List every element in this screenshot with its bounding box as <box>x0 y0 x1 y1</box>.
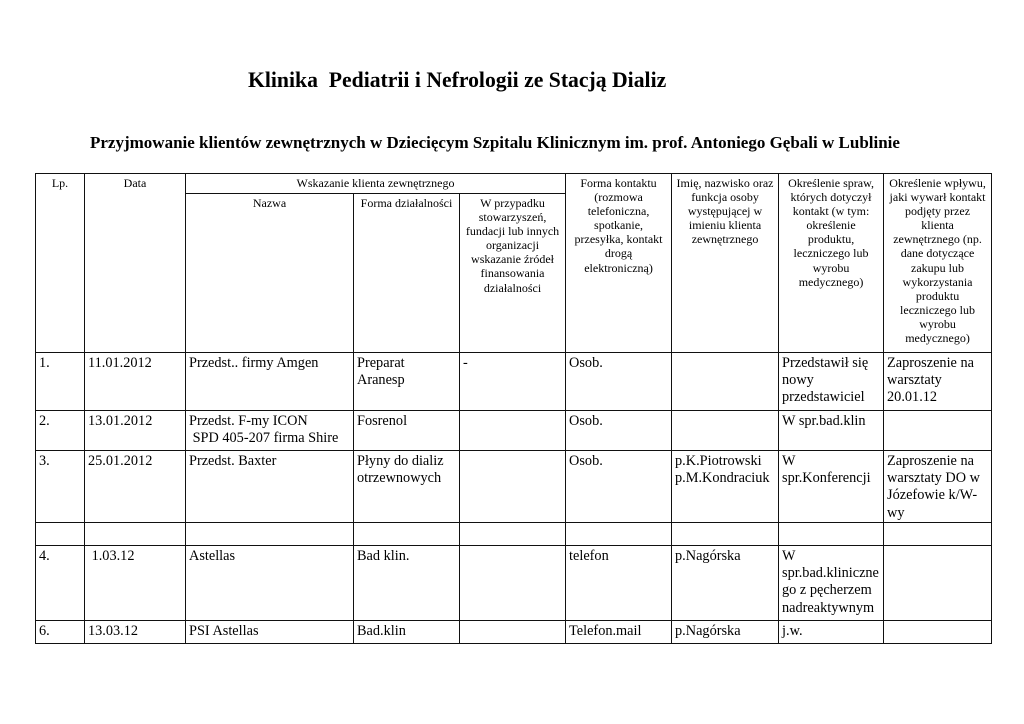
cell-date: 13.01.2012 <box>85 411 186 451</box>
cell-impact <box>884 411 992 451</box>
cell-date <box>85 523 186 546</box>
cell-contact-form: telefon <box>566 546 672 621</box>
cell-contact-form: Osob. <box>566 353 672 411</box>
document-subtitle: Przyjmowanie klientów zewnętrznych w Dziecięcym Szpitalu Klinicznym im. prof. Antoniego Gębali w Lublinie <box>90 133 900 152</box>
cell-funding-source <box>460 523 566 546</box>
cell-lp: 3. <box>36 451 85 523</box>
cell-date: 11.01.2012 <box>85 353 186 411</box>
cell-funding-source: - <box>460 353 566 411</box>
cell-client-name: Przedst. F-my ICON SPD 405-207 firma Shire <box>186 411 354 451</box>
cell-client-name: Przedst. Baxter <box>186 451 354 523</box>
external-clients-table <box>35 173 992 644</box>
cell-lp: 4. <box>36 546 85 621</box>
document-title: Klinika Pediatrii i Nefrologii ze Stacją Dializ <box>248 68 667 92</box>
cell-date: 13.03.12 <box>85 621 186 644</box>
cell-lp: 2. <box>36 411 85 451</box>
table-row <box>36 621 992 644</box>
cell-client-name: Przedst.. firmy Amgen <box>186 353 354 411</box>
cell-business-form: Płyny do dializ otrzewnowych <box>354 451 460 523</box>
cell-contact-form <box>566 523 672 546</box>
cell-business-form <box>354 523 460 546</box>
cell-person <box>672 411 779 451</box>
cell-business-form: Bad.klin <box>354 621 460 644</box>
cell-impact <box>884 546 992 621</box>
cell-contact-form: Osob. <box>566 411 672 451</box>
table-row <box>36 353 992 411</box>
cell-date: 25.01.2012 <box>85 451 186 523</box>
cell-date: 1.03.12 <box>85 546 186 621</box>
cell-impact <box>884 523 992 546</box>
cell-person: p.Nagórska <box>672 546 779 621</box>
cell-matters: W spr.Konferencji <box>779 451 884 523</box>
header-row <box>36 174 992 194</box>
header-client-group: Wskazanie klienta zewnętrznego <box>186 174 566 194</box>
header-lp: Lp. <box>36 174 85 353</box>
header-contact-form: Forma kontaktu (rozmowa telefoniczna, spotkanie, przesyłka, kontakt drogą elektroniczną) <box>566 174 672 353</box>
header-client-name: Nazwa <box>186 194 354 353</box>
cell-lp <box>36 523 85 546</box>
cell-impact: Zaproszenie na warsztaty 20.01.12 <box>884 353 992 411</box>
cell-person: p.Nagórska <box>672 621 779 644</box>
header-funding-source: W przypadku stowarzyszeń, fundacji lub innych organizacji wskazanie źródeł finansowania działalności <box>460 194 566 353</box>
cell-funding-source <box>460 621 566 644</box>
header-person: Imię, nazwisko oraz funkcja osoby występującej w imieniu klienta zewnętrznego <box>672 174 779 353</box>
table-header <box>36 174 992 353</box>
cell-matters: W spr.bad.klin <box>779 411 884 451</box>
cell-funding-source <box>460 411 566 451</box>
table-row <box>36 451 992 523</box>
header-business-form: Forma działalności <box>354 194 460 353</box>
cell-lp: 1. <box>36 353 85 411</box>
cell-funding-source <box>460 546 566 621</box>
cell-matters: W spr.bad.kliniczne go z pęcherzem nadreaktywnym <box>779 546 884 621</box>
cell-person: p.K.Piotrowski p.M.Kondraciuk <box>672 451 779 523</box>
table-body <box>36 353 992 644</box>
cell-lp: 6. <box>36 621 85 644</box>
table-row-empty <box>36 523 992 546</box>
cell-client-name: Astellas <box>186 546 354 621</box>
cell-impact <box>884 621 992 644</box>
cell-client-name: PSI Astellas <box>186 621 354 644</box>
cell-business-form: Bad klin. <box>354 546 460 621</box>
cell-contact-form: Osob. <box>566 451 672 523</box>
cell-business-form: Fosrenol <box>354 411 460 451</box>
header-date: Data <box>85 174 186 353</box>
header-matters: Określenie spraw, których dotyczył kontakt (w tym: określenie produktu, leczniczego lub wyrobu medycznego) <box>779 174 884 353</box>
cell-contact-form: Telefon.mail <box>566 621 672 644</box>
cell-matters: j.w. <box>779 621 884 644</box>
cell-person <box>672 523 779 546</box>
table-row <box>36 411 992 451</box>
cell-business-form: Preparat Aranesp <box>354 353 460 411</box>
cell-funding-source <box>460 451 566 523</box>
cell-impact: Zaproszenie na warsztaty DO w Józefowie k/W- wy <box>884 451 992 523</box>
table-row <box>36 546 992 621</box>
header-impact: Określenie wpływu, jaki wywarł kontakt podjęty przez klienta zewnętrznego (np. dane dotyczące zakupu lub wykorzystania produktu leczniczego lub wyrobu medycznego) <box>884 174 992 353</box>
cell-matters <box>779 523 884 546</box>
cell-matters: Przedstawił się nowy przedstawiciel <box>779 353 884 411</box>
cell-client-name <box>186 523 354 546</box>
cell-person <box>672 353 779 411</box>
